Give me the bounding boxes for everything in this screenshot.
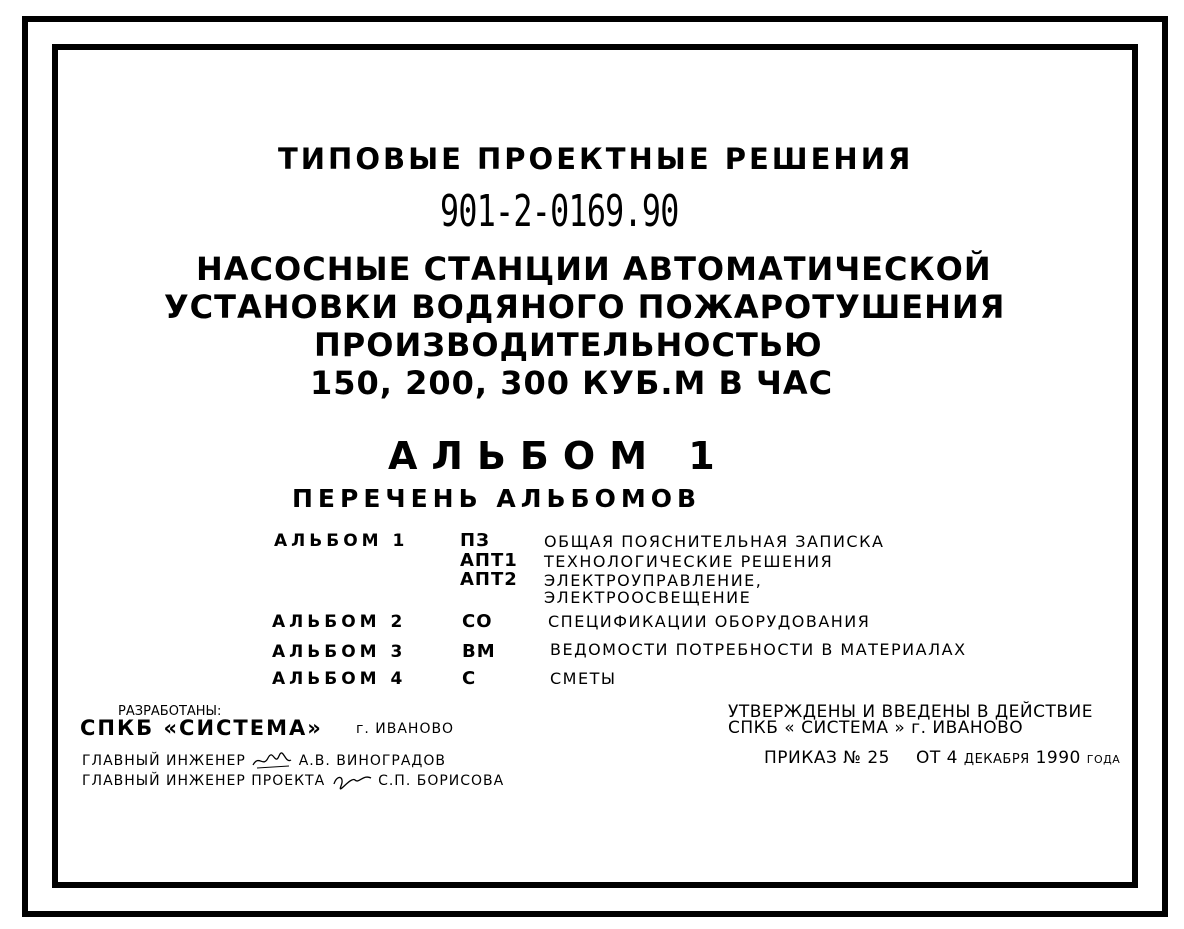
album-row-6-code: ВМ [462,641,496,662]
album-row-7-code: С [462,668,477,689]
album-row-2-desc: ТЕХНОЛОГИЧЕСКИЕ РЕШЕНИЯ [544,552,834,571]
chief-engineer-label: ГЛАВНЫЙ ИНЖЕНЕР [82,753,246,769]
developed-by-label: РАЗРАБОТАНЫ: [118,704,222,719]
approval-line-2: СПКБ « СИСТЕМА » г. ИВАНОВО [728,718,1024,738]
approval-line-1: УТВЕРЖДЕНЫ И ВВЕДЕНЫ В ДЕЙСТВИЕ [728,702,1093,722]
title-line-3: ПРОИЗВОДИТЕЛЬНОСТЬЮ [314,326,823,364]
project-engineer-row [82,770,504,792]
project-engineer-name: С.П. БОРИСОВА [378,773,505,789]
album-row-1-name: АЛЬБОМ 1 [274,531,409,551]
albums-list-title: ПЕРЕЧЕНЬ АЛЬБОМОВ [292,484,702,513]
album-row-3-desc: ЭЛЕКТРОУПРАВЛЕНИЕ, [544,571,763,590]
project-engineer-signature [331,770,373,792]
chief-engineer-name: А.В. ВИНОГРАДОВ [298,753,446,769]
developer-org: СПКБ «СИСТЕМА» [80,716,323,740]
album-row-2-code: АПТ1 [460,550,518,571]
developer-city: г. ИВАНОВО [356,721,455,737]
album-row-1-desc: ОБЩАЯ ПОЯСНИТЕЛЬНАЯ ЗАПИСКА [544,532,885,551]
series-title: ТИПОВЫЕ ПРОЕКТНЫЕ РЕШЕНИЯ [278,142,914,176]
approval-date-month: ДЕКАБРЯ [963,752,1030,767]
album-row-5-name: АЛЬБОМ 2 [272,612,407,632]
album-row-6-name: АЛЬБОМ 3 [272,642,407,662]
album-row-1-code: ПЗ [460,530,490,551]
approval-date [916,748,1120,768]
approval-date-suffix: ГОДА [1086,753,1121,766]
title-line-2: УСТАНОВКИ ВОДЯНОГО ПОЖАРОТУШЕНИЯ [164,288,1006,326]
approval-order: ПРИКАЗ № 25 [764,748,890,768]
album-row-5-code: СО [462,611,493,632]
chief-engineer-row [82,750,446,772]
approval-date-prefix: ОТ 4 [916,748,958,768]
album-title: АЛЬБОМ 1 [388,434,729,478]
approval-date-year: 1990 [1035,748,1081,768]
album-row-6-desc: ВЕДОМОСТИ ПОТРЕБНОСТИ В МАТЕРИАЛАХ [550,640,967,659]
album-row-5-desc: СПЕЦИФИКАЦИИ ОБОРУДОВАНИЯ [548,612,871,631]
title-line-4: 150, 200, 300 КУБ.М В ЧАС [310,364,834,402]
title-line-1: НАСОСНЫЕ СТАНЦИИ АВТОМАТИЧЕСКОЙ [196,250,992,288]
album-row-3-code: АПТ2 [460,569,518,590]
chief-engineer-signature [251,750,293,772]
album-row-4-desc: ЭЛЕКТРООСВЕЩЕНИЕ [544,588,752,607]
album-row-7-desc: СМЕТЫ [550,669,617,688]
album-row-7-name: АЛЬБОМ 4 [272,669,407,689]
project-engineer-label: ГЛАВНЫЙ ИНЖЕНЕР ПРОЕКТА [82,773,326,789]
project-code: 901-2-0169.90 [440,186,679,237]
